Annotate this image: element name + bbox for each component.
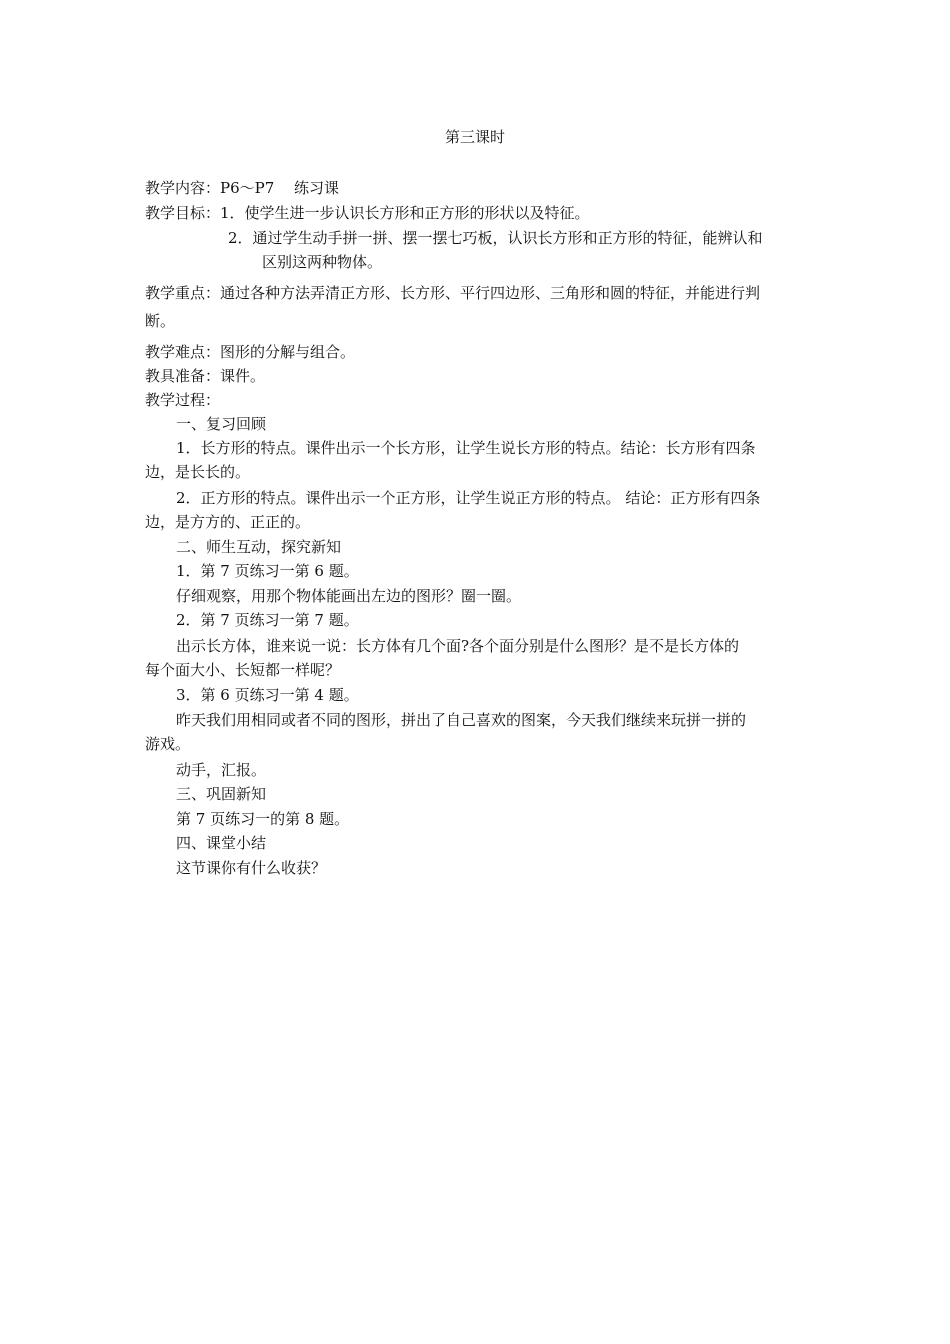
section1-para1-line2: 边，是长长的。: [145, 463, 251, 481]
teaching-key-line2: 断。: [145, 312, 176, 330]
section2-item3-report: 动手，汇报。: [176, 761, 267, 779]
section1-para1-line1: 1．长方形的特点。课件出示一个长方形，让学生说长方形的特点。结论：长方形有四条: [176, 439, 756, 457]
section2-item1: 1．第 7 页练习一第 6 题。: [176, 562, 359, 580]
section3-heading: 三、巩固新知: [176, 785, 267, 803]
section4-heading: 四、课堂小结: [176, 834, 267, 852]
teaching-goal-2-line1: 2．通过学生动手拼一拼、摆一摆七巧板，认识长方形和正方形的特征，能辨认和: [228, 229, 763, 247]
page-title: 第三课时: [444, 128, 505, 146]
teaching-key-line1: 教学重点：通过各种方法弄清正方形、长方形、平行四边形、三角形和圆的特征，并能进行判: [145, 284, 761, 302]
section2-item2-line2: 每个面大小、长短都一样呢？: [145, 661, 341, 679]
section2-item3-line2: 游戏。: [145, 735, 191, 753]
section2-heading: 二、师生互动，探究新知: [176, 538, 342, 556]
teaching-process: 教学过程：: [145, 391, 221, 409]
section3-text: 第 7 页练习一的第 8 题。: [176, 810, 350, 828]
teaching-content: 教学内容：P6～P7 练习课: [145, 179, 340, 197]
section2-item1-text: 仔细观察，用那个物体能画出左边的图形？圈一圈。: [176, 587, 522, 605]
section1-para2-line2: 边，是方方的、正正的。: [145, 513, 311, 531]
section2-item3: 3．第 6 页练习一第 4 题。: [176, 686, 359, 704]
teaching-goal-2-line2: 区别这两种物体。: [262, 253, 383, 271]
teaching-materials: 教具准备：课件。: [145, 367, 266, 385]
section2-item2: 2．第 7 页练习一第 7 题。: [176, 611, 359, 629]
section2-item2-line1: 出示长方体，谁来说一说：长方体有几个面?各个面分别是什么图形？是不是长方体的: [176, 637, 740, 655]
section4-text: 这节课你有什么收获？: [176, 859, 327, 877]
section1-para2-line1: 2．正方形的特点。课件出示一个正方形，让学生说正方形的特点。 结论：正方形有四条: [176, 489, 761, 507]
teaching-difficulty: 教学难点：图形的分解与组合。: [145, 343, 356, 361]
section1-heading: 一、复习回顾: [176, 415, 267, 433]
teaching-goal: 教学目标：1．使学生进一步认识长方形和正方形的形状以及特征。: [145, 204, 590, 222]
section2-item3-line1: 昨天我们用相同或者不同的图形，拼出了自己喜欢的图案，今天我们继续来玩拼一拼的: [176, 711, 747, 729]
